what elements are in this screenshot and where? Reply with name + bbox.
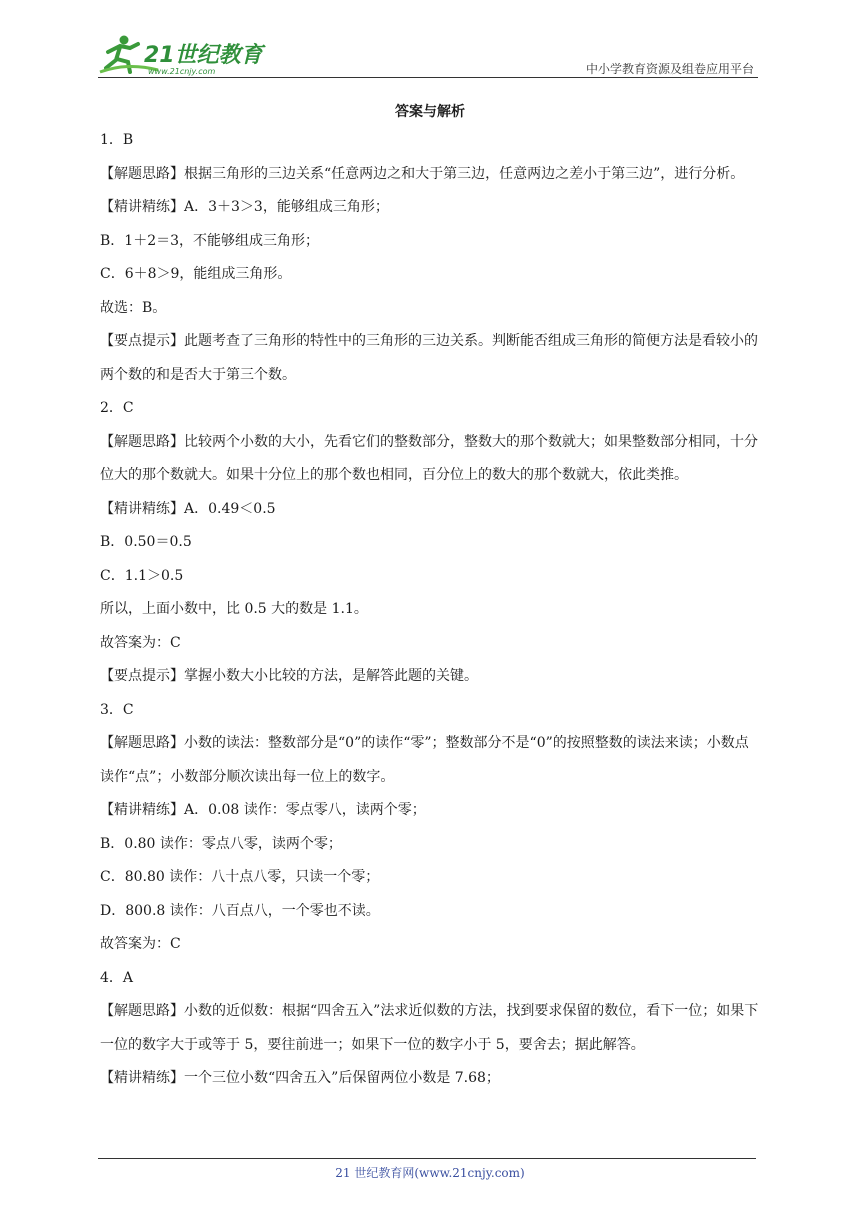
- header-divider: [98, 77, 758, 78]
- q2-explanation-a: 【精讲精练】A．0.49＜0.5: [100, 500, 276, 517]
- svg-text:www.21cnjy.com: www.21cnjy.com: [148, 67, 216, 76]
- q2-key-point: 【要点提示】掌握小数大小比较的方法，是解答此题的关键。: [100, 668, 478, 684]
- page-header: [98, 32, 758, 80]
- q1-explanation-c: C．6＋8＞9，能组成三角形。: [100, 266, 292, 282]
- q2-choice: 故答案为：C: [100, 634, 181, 651]
- q1-solution-idea: 【解题思路】根据三角形的三边关系“任意两边之和大于第三边，任意两边之差小于第三边”，进行分析。: [100, 165, 745, 182]
- svg-text:21世纪教育: 21世纪教育: [144, 43, 263, 68]
- q4-answer: 4．A: [100, 969, 134, 986]
- q1-choice: 故选：B。: [100, 299, 167, 316]
- q4-explanation: 【精讲精练】一个三位小数“四舍五入”后保留两位小数是 7.68；: [100, 1070, 500, 1086]
- footer-source: 21 世纪教育网(www.21cnjy.com): [335, 1166, 525, 1180]
- q2-explanation-b: B．0.50＝0.5: [100, 534, 192, 550]
- q3-solution-idea: 【解题思路】小数的读法：整数部分是“0”的读作“零”；整数部分不是“0”的按照整数的读法来读；小数点读作“点”；小数部分顺次读出每一位上的数字。: [100, 735, 749, 785]
- platform-label: 中小学教育资源及组卷应用平台: [585, 62, 754, 76]
- logo-runner-icon: [98, 32, 268, 78]
- q1-answer: 1．B: [100, 132, 134, 148]
- q2-solution-idea: 【解题思路】比较两个小数的大小，先看它们的整数部分，整数大的那个数就大；如果整数部分相同，十分位大的那个数就大。如果十分位上的那个数也相同，百分位上的数大的那个数就大，依此类推。: [100, 433, 758, 483]
- q3-explanation-c: C．80.80 读作：八十点八零，只读一个零；: [100, 869, 380, 885]
- answer-content: [100, 124, 762, 1096]
- q1-explanation-a: 【精讲精练】A．3＋3＞3，能够组成三角形；: [100, 199, 389, 215]
- q1-key-point: 【要点提示】此题考查了三角形的特性中的三角形的三边关系。判断能否组成三角形的简便方法是看较小的两个数的和是否大于第三个数。: [100, 333, 758, 383]
- q2-answer: 2．C: [100, 400, 134, 416]
- q3-choice: 故答案为：C: [100, 936, 181, 952]
- q2-explanation-c: C．1.1＞0.5: [100, 567, 184, 584]
- q3-explanation-d: D．800.8 读作：八百点八，一个零也不读。: [100, 902, 380, 919]
- q3-answer: 3．C: [100, 701, 134, 718]
- q3-explanation-b: B．0.80 读作：零点八零，读两个零；: [100, 835, 342, 852]
- footer-divider: [98, 1158, 756, 1159]
- q3-explanation-a: 【精讲精练】A．0.08 读作：零点零八，读两个零；: [100, 802, 426, 818]
- page-title: 答案与解析: [395, 104, 465, 120]
- q1-explanation-b: B．1＋2＝3，不能够组成三角形；: [100, 232, 320, 249]
- q2-conclusion: 所以，上面小数中，比 0.5 大的数是 1.1。: [100, 601, 368, 617]
- logo: [98, 32, 268, 78]
- q4-solution-idea: 【解题思路】小数的近似数：根据“四舍五入”法求近似数的方法，找到要求保留的数位，看下一位；如果下一位的数字大于或等于 5，要往前进一；如果下一位的数字小于 5，要舍去；据此解答。: [100, 1003, 759, 1053]
